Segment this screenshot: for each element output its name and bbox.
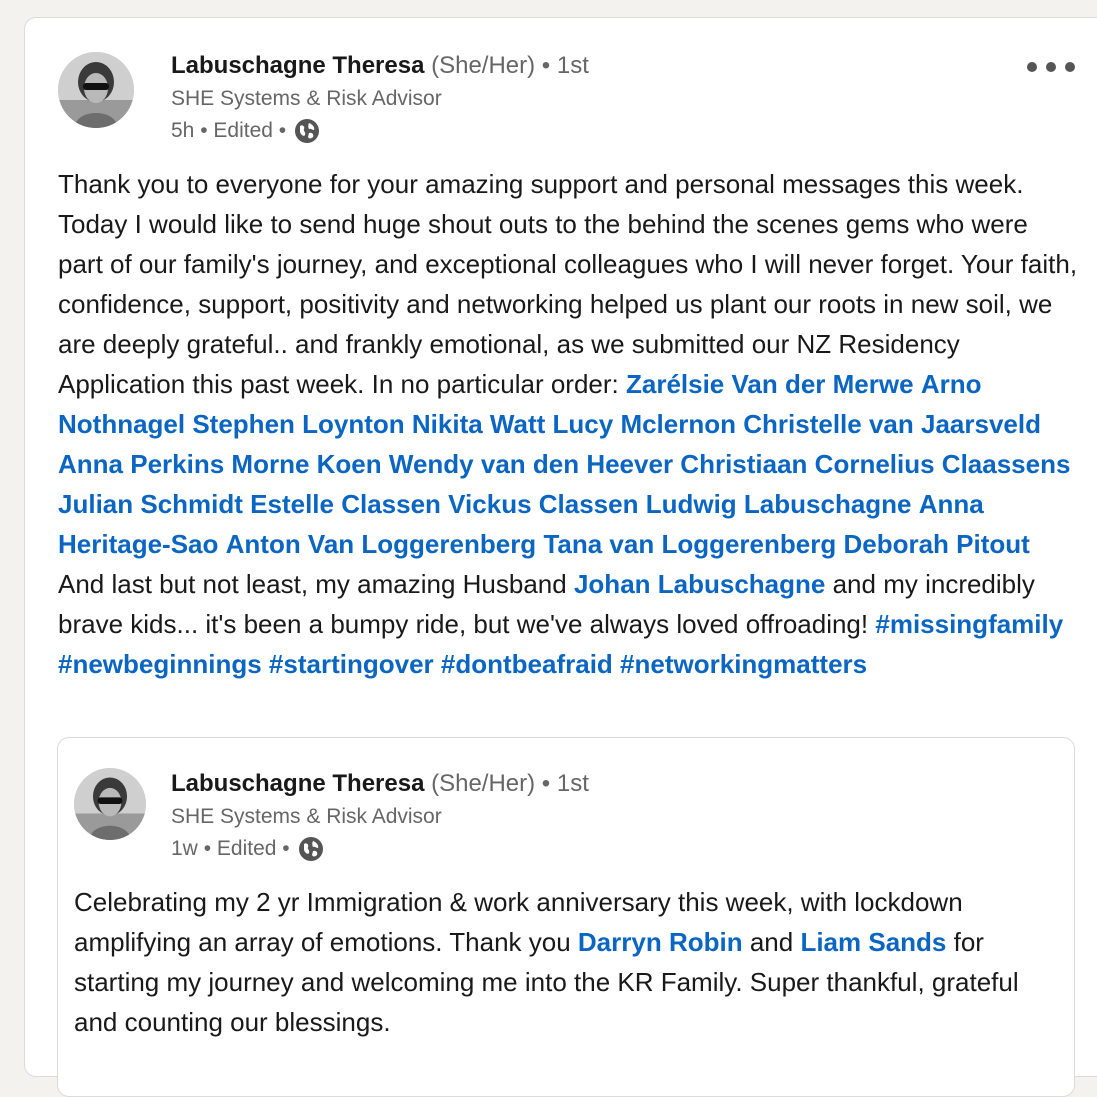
- hashtag-link[interactable]: #missingfamily: [875, 609, 1064, 639]
- edited-label: Edited: [213, 119, 273, 142]
- mention-link[interactable]: Ludwig Labuschagne: [645, 489, 912, 519]
- hashtag-link[interactable]: #newbeginnings: [58, 649, 262, 679]
- shared-edited-label: Edited: [216, 837, 277, 860]
- mention-link[interactable]: Arno Nothnagel: [58, 369, 982, 439]
- separator: •: [541, 770, 551, 797]
- separator: •: [282, 837, 290, 860]
- post-body: [58, 164, 1078, 684]
- shared-body-and: and: [749, 927, 794, 957]
- shared-body-part2: for starting my journey and welcoming me into the KR Family. Super thankful, grateful and counting our blessings.: [74, 927, 1019, 1037]
- shared-author-avatar[interactable]: [74, 768, 146, 840]
- mention-link[interactable]: Estelle Classen: [250, 489, 441, 519]
- mention-link[interactable]: Wendy van den Heever: [388, 449, 674, 479]
- mention-link[interactable]: Julian Schmidt: [58, 489, 243, 519]
- author-headline: SHE Systems & Risk Advisor: [171, 87, 442, 110]
- mention-link[interactable]: Liam Sands: [800, 927, 947, 957]
- post-time: 5h: [171, 119, 195, 142]
- feed-post-card: [24, 17, 1097, 1077]
- author-name-line: [171, 50, 589, 82]
- hashtag-link[interactable]: #dontbeafraid: [440, 649, 613, 679]
- author-name[interactable]: Labuschagne Theresa: [171, 52, 425, 79]
- shared-post-time: 1w: [171, 837, 198, 860]
- mention-link[interactable]: Anna Heritage-Sao: [58, 489, 984, 559]
- shared-author-name[interactable]: Labuschagne Theresa: [171, 770, 425, 797]
- mention-link[interactable]: Christelle van Jaarsveld: [743, 409, 1041, 439]
- mention-link-husband[interactable]: Johan Labuschagne: [573, 569, 826, 599]
- shared-post-card[interactable]: [57, 737, 1075, 1097]
- shared-post-timestamp: [171, 834, 324, 864]
- mention-link[interactable]: Zarélsie Van der Merwe: [625, 369, 914, 399]
- separator: •: [203, 837, 212, 860]
- shared-author-pronouns: (She/Her): [431, 770, 536, 797]
- shared-connection-degree: 1st: [556, 770, 589, 797]
- hashtag-link[interactable]: #startingover: [268, 649, 434, 679]
- separator: •: [278, 119, 287, 142]
- shared-author-headline: SHE Systems & Risk Advisor: [171, 805, 442, 828]
- author-avatar[interactable]: [58, 52, 134, 128]
- post-intro: Thank you to everyone for your amazing support and personal messages this week. Today I would like to send huge shout outs to the behind the scenes gems who were part of our family's journey, and exceptional colleagues who I will never forget. Your faith, confidence, support, positivity and networking helped us plant our roots in new soil, we are deeply grateful.. and frankly emotional, as we submitted our NZ Residency Application this past week. In no particular order:: [58, 169, 1078, 399]
- globe-icon[interactable]: [298, 836, 324, 862]
- mention-link[interactable]: Anton Van Loggerenberg: [225, 529, 537, 559]
- ellipsis-icon: [1027, 62, 1037, 72]
- shared-author-name-line: [171, 768, 589, 800]
- separator: •: [541, 52, 551, 79]
- mention-link[interactable]: Anna Perkins: [58, 449, 225, 479]
- mention-link[interactable]: Darryn Robin: [577, 927, 743, 957]
- ellipsis-icon: [1065, 62, 1075, 72]
- more-options-button[interactable]: [1027, 53, 1075, 81]
- mention-link[interactable]: Vickus Classen: [448, 489, 639, 519]
- mention-link[interactable]: Stephen Loynton: [192, 409, 405, 439]
- post-timestamp: [171, 116, 320, 146]
- ellipsis-icon: [1046, 62, 1056, 72]
- mention-link[interactable]: Christiaan Cornelius Claassens: [680, 449, 1071, 479]
- mention-link[interactable]: Deborah Pitout: [843, 529, 1030, 559]
- separator: •: [200, 119, 208, 142]
- shared-post-body: [74, 882, 1064, 1042]
- mention-link[interactable]: Nikita Watt: [411, 409, 546, 439]
- shared-body-part1: Celebrating my 2 yr Immigration & work anniversary this week, with lockdown amplifying an array of emotions. Thank you: [74, 887, 963, 957]
- mention-link[interactable]: Morne Koen: [231, 449, 382, 479]
- globe-icon[interactable]: [294, 118, 320, 144]
- mention-link[interactable]: Tana van Loggerenberg: [543, 529, 837, 559]
- hashtag-link[interactable]: #networkingmatters: [620, 649, 868, 679]
- connection-degree: 1st: [556, 52, 589, 79]
- post-middle-text: And last but not least, my amazing Husband: [58, 569, 567, 599]
- post-closing-text: and my incredibly brave kids... it's been a bumpy ride, but we've always loved offroading!: [58, 569, 1035, 639]
- author-pronouns: (She/Her): [431, 52, 536, 79]
- mention-link[interactable]: Lucy Mclernon: [552, 409, 737, 439]
